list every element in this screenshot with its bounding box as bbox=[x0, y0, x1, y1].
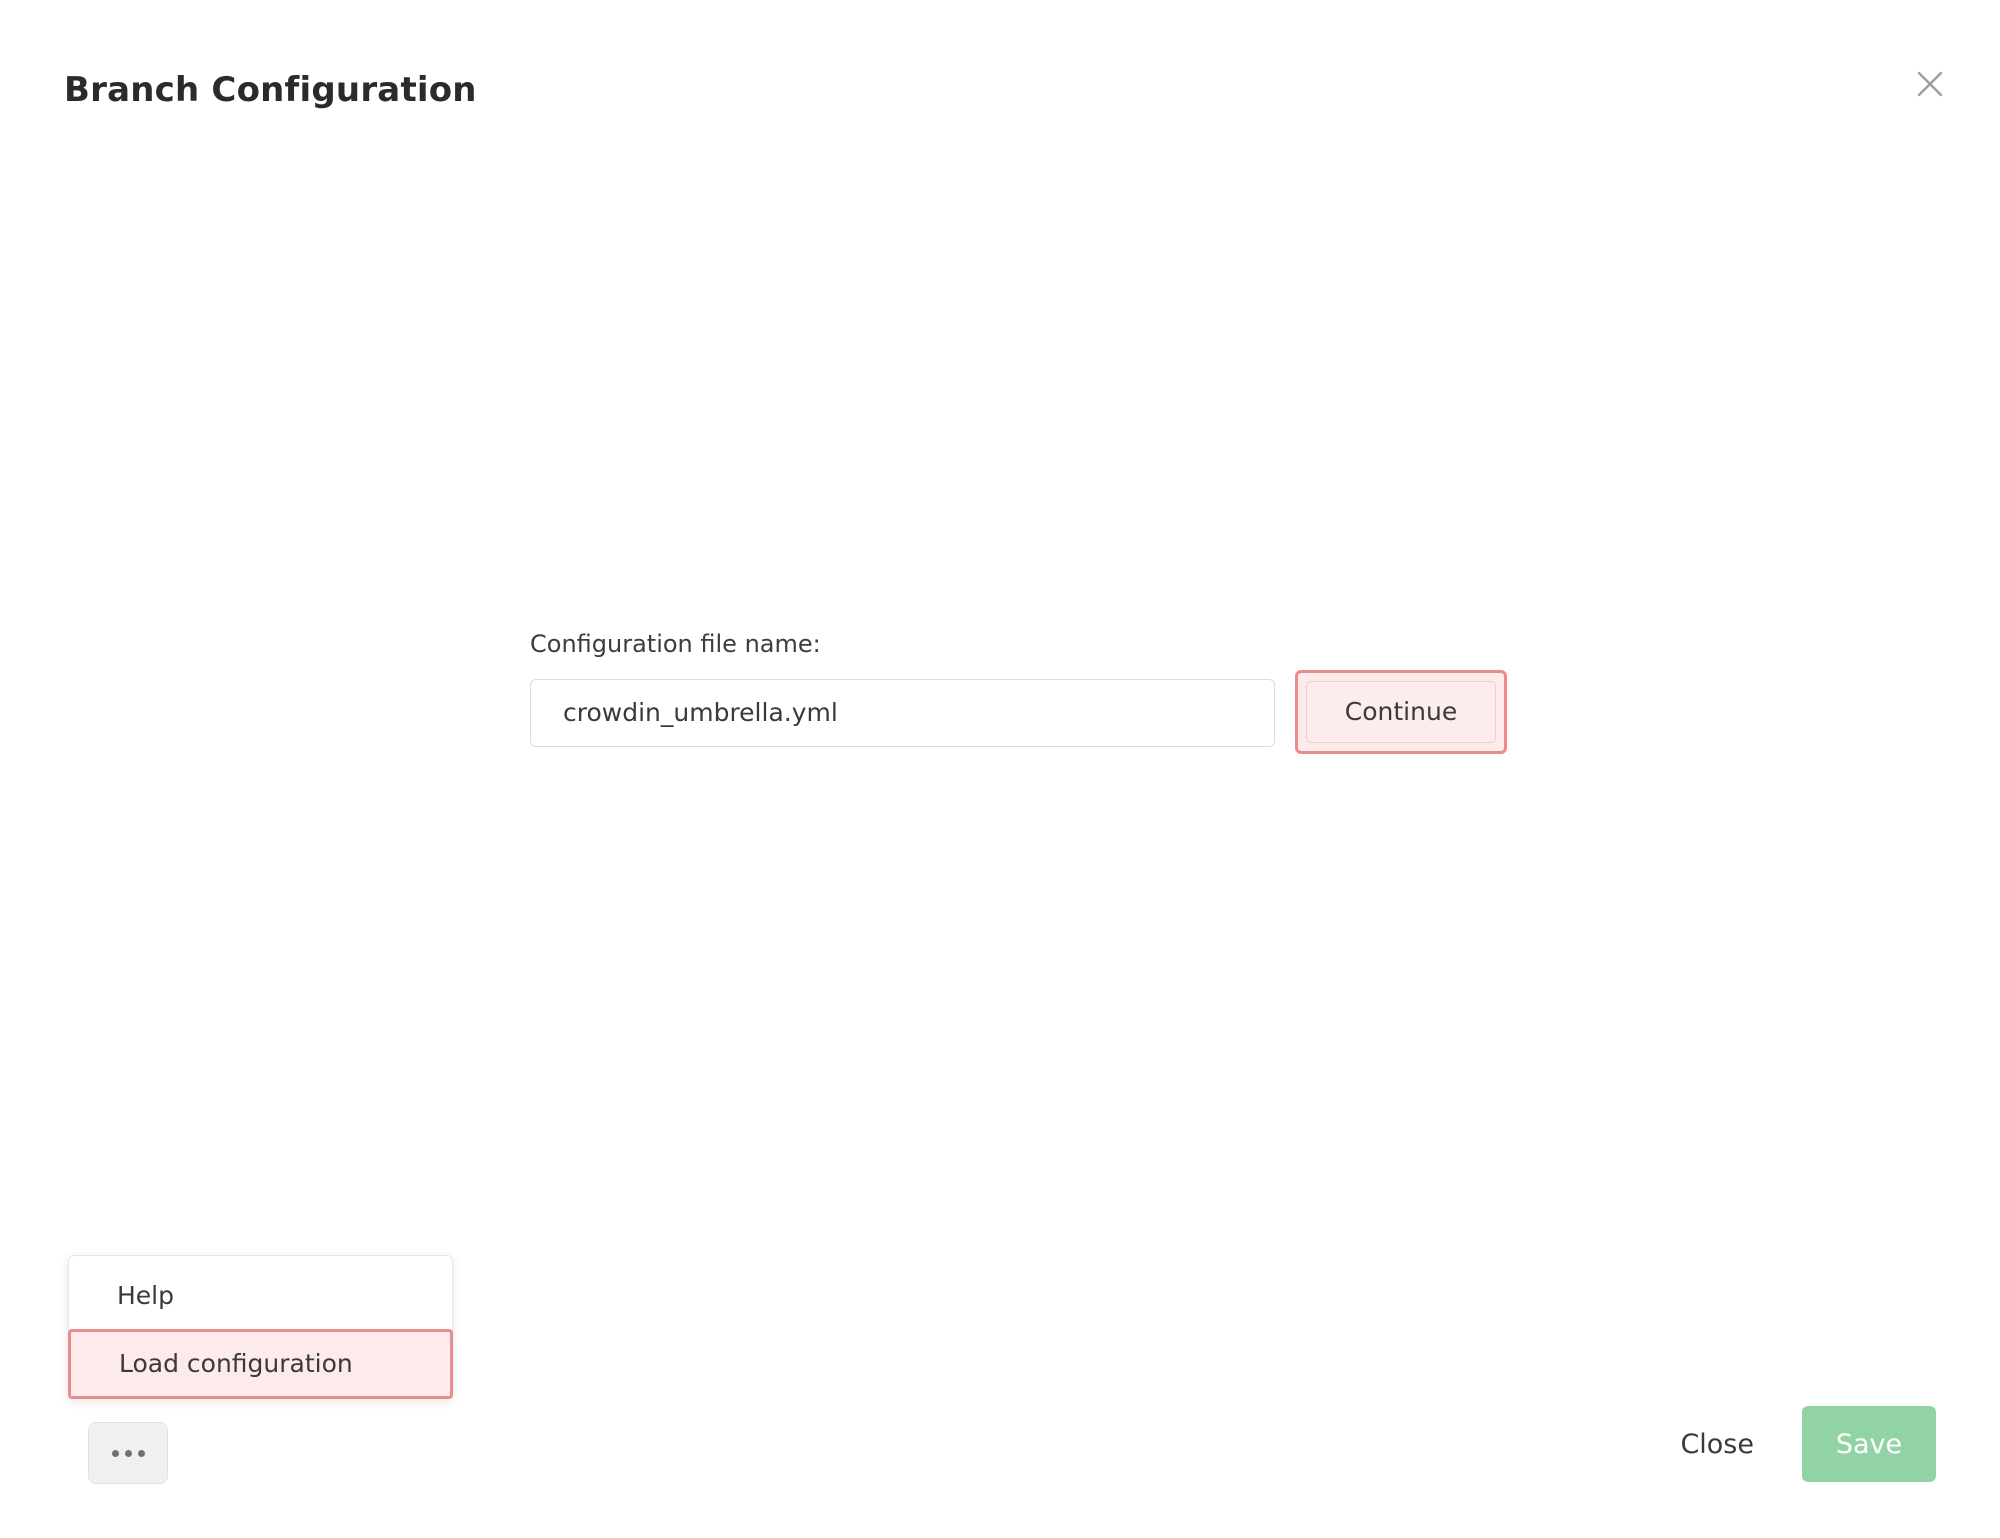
save-button[interactable]: Save bbox=[1802, 1406, 1936, 1482]
config-file-name-label: Configuration file name: bbox=[530, 630, 821, 658]
continue-button[interactable]: Continue bbox=[1306, 681, 1496, 743]
more-options-button[interactable] bbox=[88, 1422, 168, 1484]
more-options-menu bbox=[68, 1255, 453, 1399]
menu-item-help[interactable]: Help bbox=[117, 1281, 174, 1310]
config-input-row bbox=[530, 679, 1510, 754]
dialog-footer bbox=[1674, 1406, 1936, 1482]
close-icon[interactable] bbox=[1908, 62, 1952, 106]
ellipsis-icon bbox=[112, 1450, 145, 1457]
configuration-form bbox=[530, 630, 1510, 754]
config-file-name-input[interactable] bbox=[530, 679, 1275, 747]
close-button[interactable]: Close bbox=[1674, 1419, 1760, 1470]
dialog-header bbox=[0, 0, 2000, 150]
page-title: Branch Configuration bbox=[64, 70, 477, 110]
continue-button-highlight bbox=[1295, 670, 1507, 754]
menu-item-load-configuration[interactable]: Load configuration bbox=[68, 1329, 453, 1398]
